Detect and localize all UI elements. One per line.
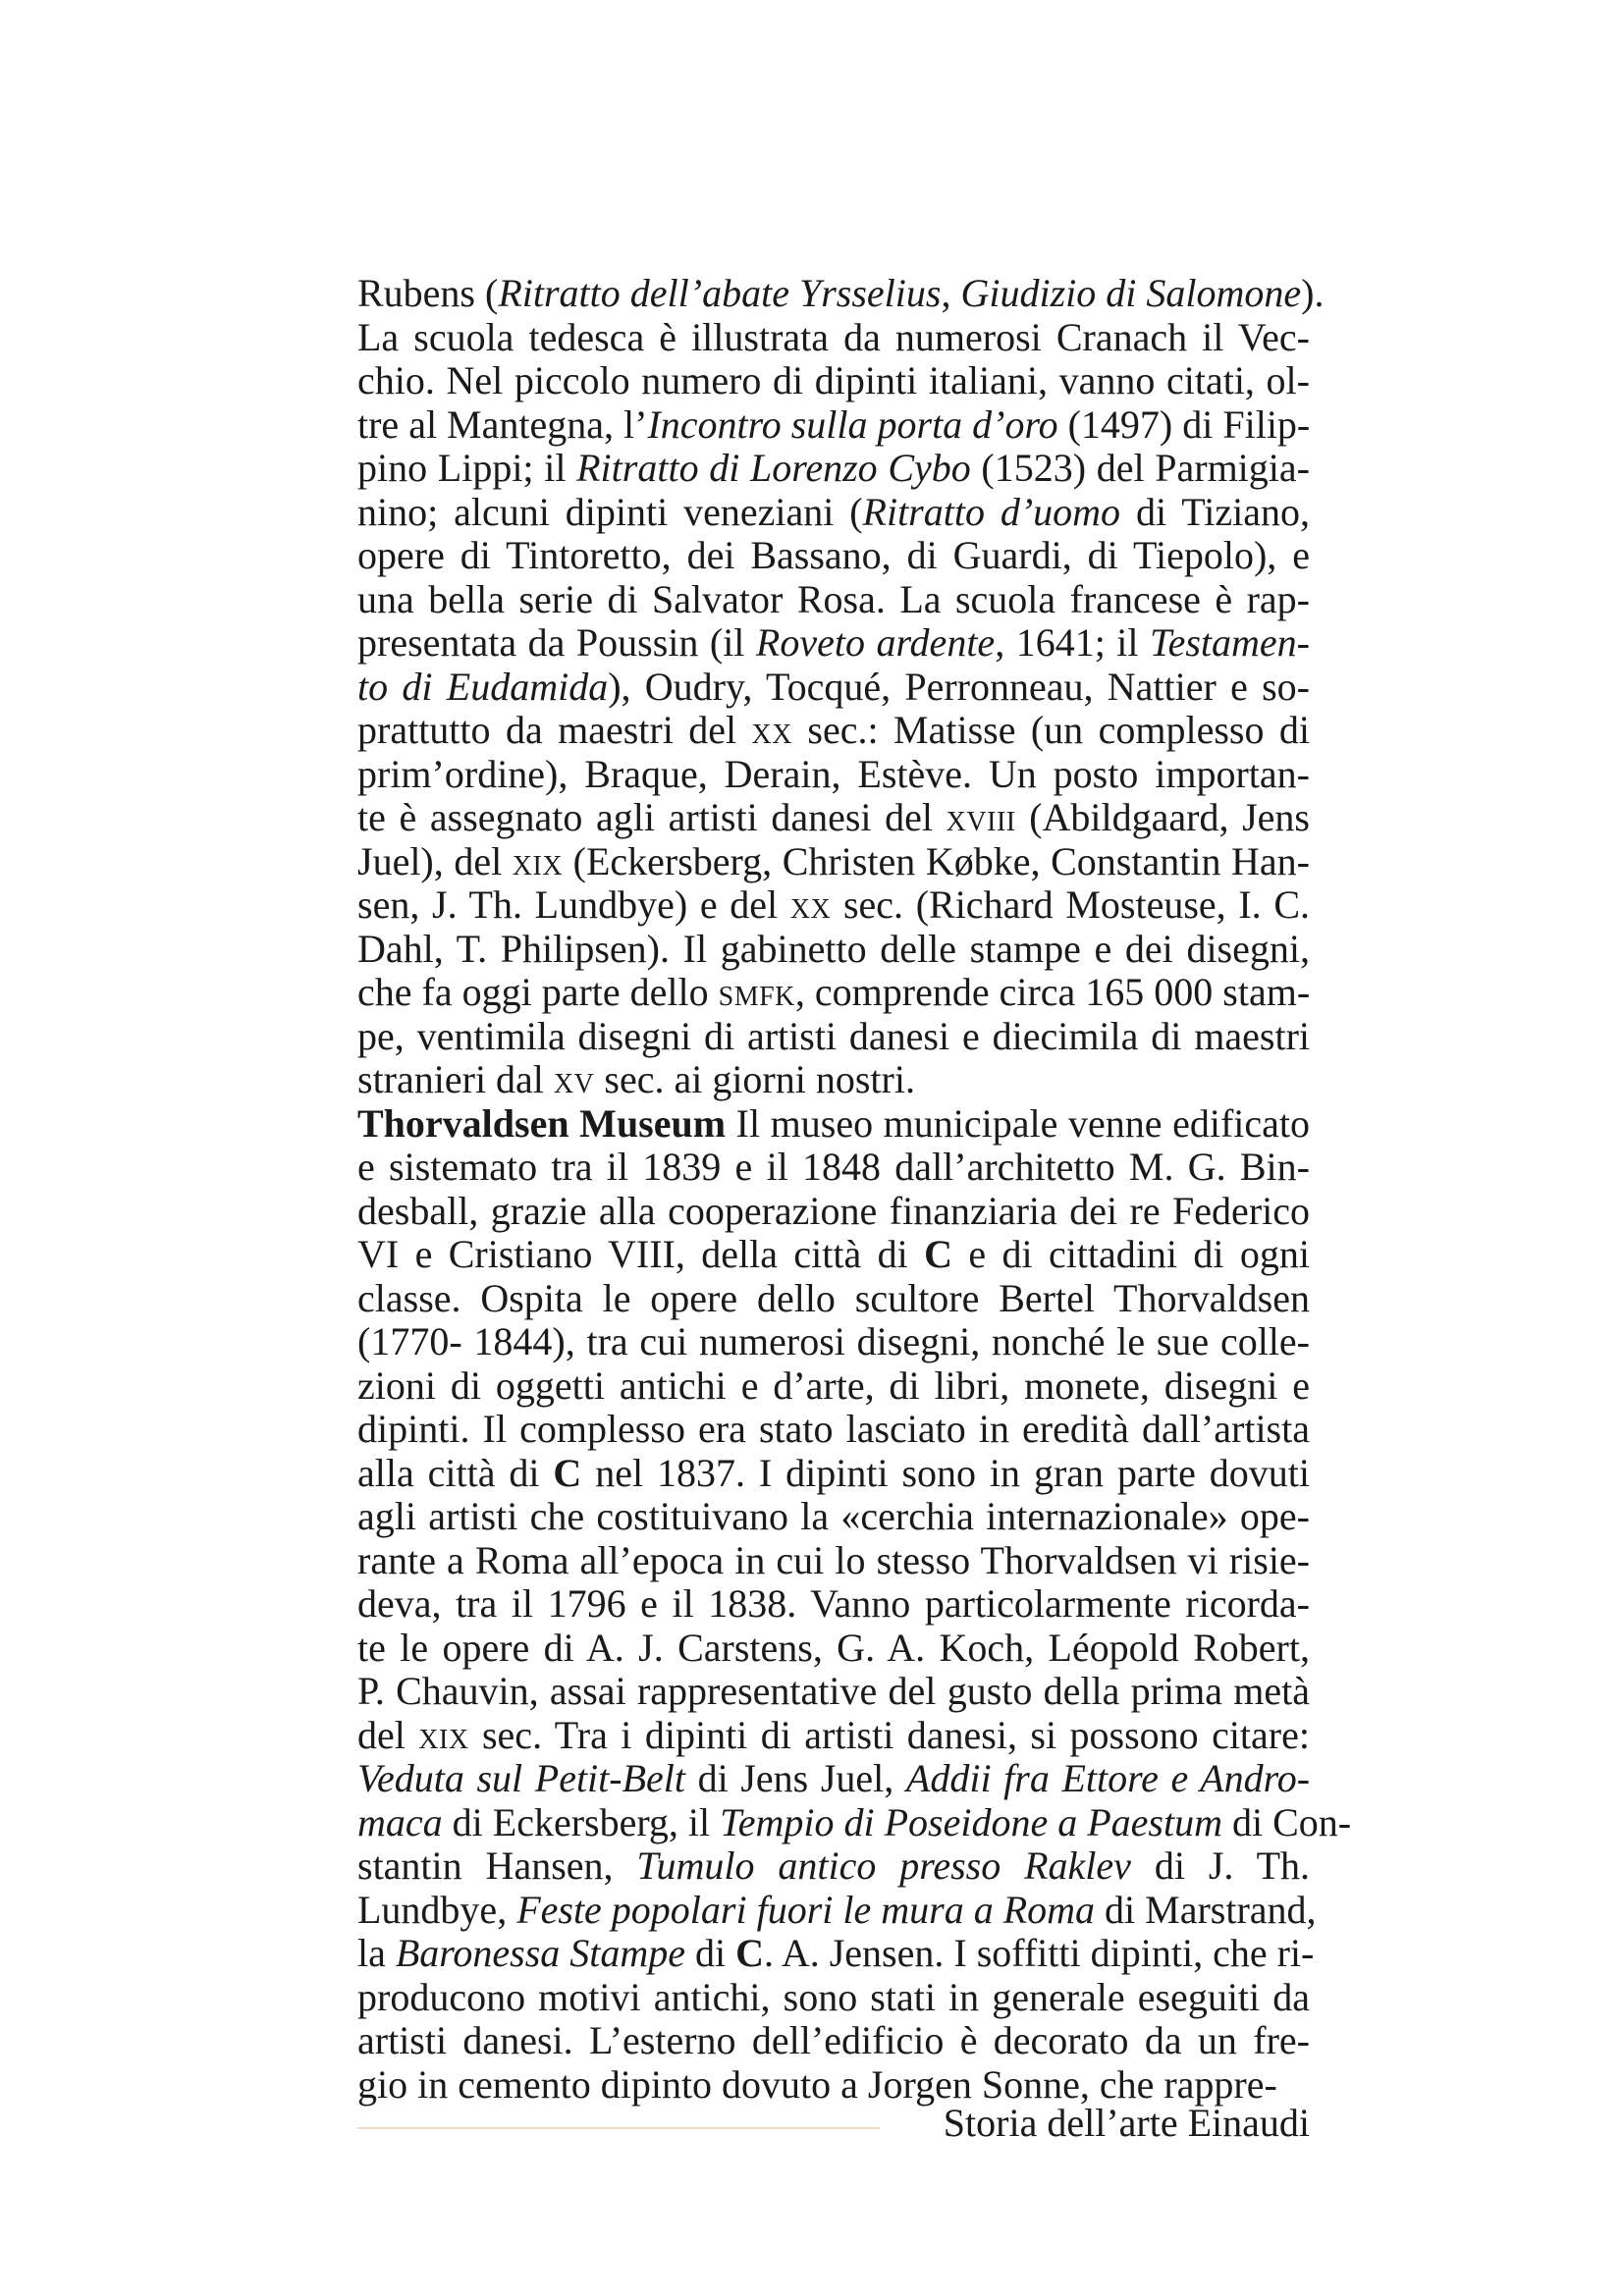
- text-line: [357, 1190, 1310, 1234]
- text-run: desball, grazie alla cooperazione finanziaria dei re Federico: [357, 1188, 1310, 1233]
- text-run: (1770- 1844), tra cui numerosi disegni, nonché le sue colle-: [357, 1319, 1310, 1363]
- text-line: [357, 1887, 1317, 1933]
- italic-text: Tempio di Poseidone a Paestum: [720, 1799, 1222, 1844]
- text-run: P. Chauvin, assai rappresentative del gusto della prima metà: [357, 1669, 1310, 1713]
- text-run: dipinti. Il complesso era stato lasciato in eredità dall’artista: [357, 1407, 1310, 1451]
- italic-text: Veduta sul Petit-Belt: [357, 1756, 686, 1800]
- text-run: classe. Ospita le opere dello scultore Bertel Thorvaldsen: [357, 1275, 1310, 1320]
- italic-text: maca: [357, 1799, 443, 1844]
- text-line: [357, 2019, 1310, 2063]
- text-run: di Con-: [1222, 1799, 1352, 1844]
- text-line: [357, 666, 1310, 710]
- text-line: [357, 1495, 1310, 1539]
- text-run: VI e Cristiano VIII, della città di: [357, 1232, 925, 1276]
- text-line: [357, 1931, 1315, 1976]
- text-run: sec.: Matisse (un complesso di: [792, 708, 1310, 752]
- text-line: [357, 1102, 1310, 1147]
- text-run: gio in cemento dipinto dovuto a Jorgen Sonne, che rappre-: [357, 2061, 1277, 2107]
- text-line: [357, 1146, 1310, 1190]
- text-line: [357, 1452, 1310, 1496]
- text-run: La scuola tedesca è illustrata da numerosi Cranach il Vec-: [357, 314, 1310, 359]
- text-line: [357, 928, 1310, 972]
- italic-text: Ritratto d’uomo: [862, 489, 1121, 534]
- italic-text: Incontro sulla porta d’oro: [647, 401, 1058, 447]
- text-run: Lundbye,: [357, 1887, 517, 1932]
- small-caps-text: xviii: [946, 795, 1016, 839]
- text-run: deva, tra il 1796 e il 1838. Vanno particolarmente ricorda-: [357, 1581, 1310, 1626]
- text-run: nel 1837. I dipinti sono in gran parte dovuti: [581, 1450, 1310, 1495]
- footer-rule: [357, 2127, 880, 2129]
- text-run: di: [685, 1931, 736, 1975]
- text-run: stantin Hansen,: [357, 1843, 637, 1888]
- italic-text: Tumulo antico presso Raklev: [636, 1843, 1131, 1888]
- text-line: [357, 491, 1310, 535]
- text-run: pe, ventimila disegni di artisti danesi e diecimila di maestri: [357, 1013, 1310, 1058]
- text-line: [357, 578, 1310, 622]
- text-run: zioni di oggetti antichi e d’arte, di libri, monete, disegni e: [357, 1362, 1310, 1408]
- bold-text: C: [735, 1931, 765, 1975]
- text-line: [357, 1714, 1310, 1758]
- text-run: te le opere di A. J. Carstens, G. A. Koch, Léopold Robert,: [357, 1625, 1310, 1670]
- text-run: opere di Tintoretto, dei Bassano, di Guardi, di Tiepolo), e: [357, 533, 1310, 577]
- text-run: prim’ordine), Braque, Derain, Estève. Un posto importan-: [357, 751, 1310, 796]
- italic-text: Baronessa Stampe: [395, 1931, 686, 1975]
- text-run: alla città di: [357, 1450, 554, 1495]
- text-run: ,: [941, 271, 961, 315]
- text-run: chio. Nel piccolo numero di dipinti italiani, vanno citati, ol-: [357, 358, 1310, 402]
- text-run: pino Lippi; il: [357, 446, 577, 490]
- italic-text: Addii fra Ettore e Andro-: [905, 1756, 1311, 1800]
- text-run: stranieri dal: [357, 1057, 554, 1101]
- italic-text: Roveto ardente: [755, 620, 996, 665]
- text-run: (Eckersberg, Christen Købke, Constantin Han-: [563, 838, 1310, 883]
- text-line: [357, 796, 1310, 840]
- text-run: Rubens (: [357, 271, 499, 315]
- text-run: presentata da Poussin (il: [357, 620, 756, 665]
- text-run: di J. Th.: [1130, 1843, 1311, 1888]
- small-caps-text: xix: [418, 1712, 469, 1757]
- text-line: [357, 709, 1310, 753]
- text-run: sec. ai giorni nostri.: [594, 1057, 915, 1101]
- italic-text: to di Eudamida: [357, 664, 609, 709]
- text-run: di Tiziano,: [1120, 489, 1310, 534]
- italic-text: Ritratto dell’abate Yrsselius: [498, 271, 942, 315]
- text-run: Il museo municipale venne edificato: [726, 1100, 1310, 1146]
- text-line: [357, 1233, 1310, 1277]
- text-line: [357, 883, 1310, 928]
- small-caps-text: xv: [553, 1057, 595, 1101]
- text-line: [357, 1320, 1310, 1364]
- text-run: che fa oggi parte dello: [357, 970, 719, 1014]
- text-run: sec. Tra i dipinti di artisti danesi, si possono citare:: [468, 1712, 1310, 1757]
- text-line: [357, 1844, 1310, 1889]
- text-run: ), Oudry, Tocqué, Perronneau, Nattier e so-: [608, 664, 1310, 709]
- text-line: [357, 1539, 1310, 1583]
- text-run: Dahl, T. Philipsen). Il gabinetto delle stampe e dei disegni,: [357, 926, 1310, 971]
- body-text: [357, 271, 1352, 2107]
- text-run: e di cittadini di ogni: [951, 1232, 1310, 1276]
- text-run: (Abildgaard, Jens: [1015, 795, 1310, 839]
- bold-text: C: [553, 1450, 582, 1495]
- text-run: rante a Roma all’epoca in cui lo stesso Thorvaldsen vi risie-: [357, 1537, 1310, 1582]
- text-run: di Eckersberg, il: [442, 1799, 721, 1844]
- text-run: (1523) del Parmigia-: [970, 446, 1310, 490]
- bold-text: C: [924, 1232, 952, 1276]
- small-caps-text: smfk: [718, 970, 795, 1014]
- text-run: e sistemato tra il 1839 e il 1848 dall’architetto M. G. Bin-: [357, 1145, 1310, 1189]
- italic-text: Testamen-: [1150, 620, 1310, 665]
- text-run: sen, J. Th. Lundbye) e del: [357, 882, 790, 927]
- text-line: [357, 753, 1310, 797]
- text-run: producono motivi antichi, sono stati in generale eseguiti da: [357, 1974, 1310, 2019]
- text-run: agli artisti che costituivano la «cerchia internazionale» ope-: [357, 1494, 1310, 1538]
- text-line: [357, 971, 1310, 1015]
- text-run: , comprende circa 165 000 stam-: [794, 970, 1311, 1014]
- text-run: del: [357, 1712, 419, 1757]
- bold-text: Thorvaldsen Museum: [357, 1100, 727, 1146]
- text-line: [357, 1976, 1310, 2020]
- text-run: prattutto da maestri del: [357, 708, 752, 752]
- small-caps-text: xix: [512, 838, 564, 883]
- text-run: Juel), del: [357, 838, 513, 883]
- text-run: . A. Jensen. I soffitti dipinti, che ri-: [764, 1931, 1315, 1975]
- text-run: te è assegnato agli artisti danesi del: [357, 795, 947, 839]
- text-line: [357, 1757, 1310, 1801]
- footer-title: Storia dell’arte Einaudi: [943, 2101, 1310, 2145]
- text-run: di Jens Juel,: [685, 1756, 906, 1800]
- text-run: la: [357, 1931, 396, 1975]
- italic-text: Feste popolari fuori le mura a Roma: [516, 1887, 1096, 1932]
- text-line: [357, 1364, 1310, 1409]
- text-run: sec. (Richard Mosteuse, I. C.: [831, 882, 1310, 927]
- text-run: nino; alcuni dipinti veneziani (: [357, 489, 863, 534]
- text-run: artisti danesi. L’esterno dell’edificio è decorato da un fre-: [357, 2018, 1310, 2062]
- text-line: [357, 1582, 1310, 1627]
- text-line: [357, 621, 1310, 666]
- text-line: [357, 1015, 1310, 1059]
- text-run: (1497) di Filip-: [1057, 401, 1311, 447]
- text-line: [357, 316, 1310, 360]
- small-caps-text: xx: [789, 882, 832, 927]
- text-line: [357, 271, 1325, 316]
- text-line: [357, 534, 1310, 578]
- text-line: [357, 1277, 1310, 1321]
- text-run: , 1641; il: [995, 620, 1151, 665]
- text-line: [357, 1799, 1352, 1845]
- italic-text: Giudizio di Salomone: [960, 271, 1302, 315]
- text-run: tre al Mantegna, l’: [357, 401, 648, 447]
- text-line: [357, 1058, 1310, 1102]
- small-caps-text: xx: [751, 708, 792, 752]
- text-run: ).: [1301, 271, 1325, 315]
- text-line: [357, 1627, 1310, 1671]
- italic-text: Ritratto di Lorenzo Cybo: [576, 446, 971, 490]
- text-line: [357, 447, 1310, 491]
- text-line: [357, 359, 1310, 403]
- text-line: [357, 1670, 1310, 1714]
- text-line: [357, 840, 1310, 884]
- text-line: [357, 1408, 1310, 1452]
- text-line: [357, 403, 1310, 448]
- text-run: una bella serie di Salvator Rosa. La scuola francese è rap-: [357, 576, 1310, 621]
- text-run: di Marstrand,: [1095, 1887, 1317, 1932]
